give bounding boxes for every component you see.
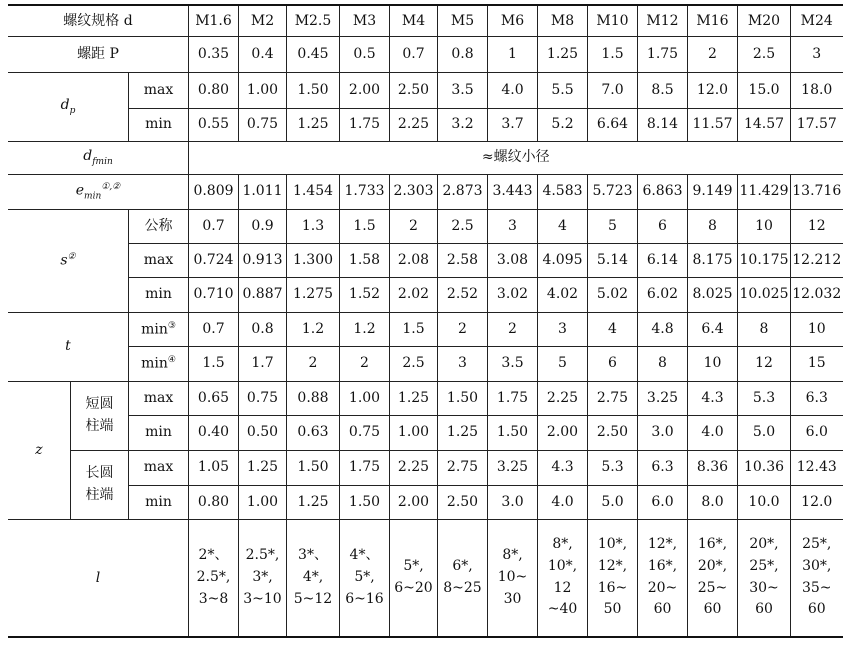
z-short-max-cell: 0.75 bbox=[239, 381, 287, 415]
l-cell bbox=[488, 519, 538, 637]
z-long-min-cell: 1.25 bbox=[287, 485, 340, 519]
s-max-label: max bbox=[129, 243, 189, 277]
pitch-cell: 2 bbox=[688, 36, 738, 72]
dfmin-label-sub: fmin bbox=[92, 156, 113, 167]
t-min1-cell: 2 bbox=[438, 312, 488, 346]
dp-max-cell: 15.0 bbox=[738, 72, 791, 108]
spec-table-container bbox=[8, 4, 843, 638]
z-short-min-cell: 0.63 bbox=[287, 415, 340, 450]
l-line: 5*, bbox=[354, 568, 375, 585]
l-line: 4*, bbox=[302, 568, 324, 585]
z-long-max-cell: 2.75 bbox=[438, 450, 488, 485]
z-long-label-1: 长圆 bbox=[85, 464, 114, 481]
z-short-min-cell: 0.75 bbox=[340, 415, 390, 450]
pitch-cell: 1.5 bbox=[588, 36, 638, 72]
t-min1-cell: 1.5 bbox=[390, 312, 438, 346]
dp-min-cell: 3.2 bbox=[438, 108, 488, 141]
l-line: 4*、 bbox=[349, 547, 380, 564]
l-line: 16*, bbox=[647, 558, 678, 575]
z-short-max-cell: 2.25 bbox=[538, 381, 588, 415]
l-line: 60 bbox=[703, 601, 722, 618]
l-line: 10*, bbox=[597, 536, 628, 553]
z-short-max-cell: 3.25 bbox=[638, 381, 688, 415]
z-short-max-cell: 1.50 bbox=[438, 381, 488, 415]
s-max-cell: 2.58 bbox=[438, 243, 488, 277]
size-cell: M8 bbox=[538, 5, 588, 36]
l-line: ~40 bbox=[547, 601, 578, 618]
size-cell: M20 bbox=[738, 5, 791, 36]
s-min-cell: 12.032 bbox=[791, 277, 843, 312]
z-long-min-cell: 8.0 bbox=[688, 485, 738, 519]
l-line: 35~ bbox=[801, 579, 832, 596]
t-min1-label-main: min bbox=[141, 321, 168, 338]
pitch-cell: 1.25 bbox=[538, 36, 588, 72]
header-label: 螺纹规格 d bbox=[63, 12, 133, 29]
t-min1-cell: 0.7 bbox=[189, 312, 239, 346]
z-short-max-cell: 1.75 bbox=[488, 381, 538, 415]
dp-max-cell: 2.50 bbox=[390, 72, 438, 108]
l-line: 2.5*, bbox=[196, 568, 231, 585]
row-dfmin bbox=[8, 141, 843, 174]
l-line: 30 bbox=[503, 590, 522, 607]
s-max-cell: 3.08 bbox=[488, 243, 538, 277]
row-z-long-max bbox=[8, 450, 843, 485]
z-short-label bbox=[71, 381, 129, 450]
z-short-min-cell: 0.40 bbox=[189, 415, 239, 450]
t-min1-cell: 1.2 bbox=[340, 312, 390, 346]
s-nominal-cell: 10 bbox=[738, 209, 791, 243]
z-short-min-cell: 2.00 bbox=[538, 415, 588, 450]
s-nominal-cell: 8 bbox=[688, 209, 738, 243]
z-long-max-cell: 1.05 bbox=[189, 450, 239, 485]
dp-min-cell: 6.64 bbox=[588, 108, 638, 141]
z-long-min-cell: 6.0 bbox=[638, 485, 688, 519]
z-short-label-1: 短圆 bbox=[85, 395, 114, 412]
size-cell: M16 bbox=[688, 5, 738, 36]
l-line: 3~10 bbox=[243, 590, 282, 607]
row-emin bbox=[8, 174, 843, 209]
row-s-max bbox=[8, 243, 843, 277]
z-long-max-cell: 1.75 bbox=[340, 450, 390, 485]
z-long-max-cell: 1.50 bbox=[287, 450, 340, 485]
t-min2-cell: 2 bbox=[287, 346, 340, 381]
emin-cell: 1.454 bbox=[287, 174, 340, 209]
l-line: 2*、 bbox=[198, 547, 229, 564]
t-min2-cell: 3.5 bbox=[488, 346, 538, 381]
s-min-cell: 0.887 bbox=[239, 277, 287, 312]
l-line: 30*, bbox=[802, 558, 832, 575]
dp-label-main: d bbox=[60, 96, 70, 113]
z-long-min-cell: 5.0 bbox=[588, 485, 638, 519]
size-cell: M1.6 bbox=[189, 5, 239, 36]
size-cell: M24 bbox=[791, 5, 843, 36]
z-long-min-cell: 12.0 bbox=[791, 485, 843, 519]
size-cell: M6 bbox=[488, 5, 538, 36]
l-line: 6~16 bbox=[345, 590, 384, 607]
t-min2-label-sup: ④ bbox=[167, 355, 176, 366]
row-pitch bbox=[8, 36, 843, 72]
s-min-cell: 2.52 bbox=[438, 277, 488, 312]
emin-label-sub: min bbox=[84, 191, 102, 202]
z-long-min-cell: 3.0 bbox=[488, 485, 538, 519]
l-cell bbox=[340, 519, 390, 637]
s-min-cell: 1.52 bbox=[340, 277, 390, 312]
t-min2-label bbox=[129, 346, 189, 381]
t-min1-cell: 6.4 bbox=[688, 312, 738, 346]
t-min2-cell: 2 bbox=[340, 346, 390, 381]
row-s-min bbox=[8, 277, 843, 312]
dp-label bbox=[8, 72, 129, 141]
l-line: 20*, bbox=[697, 558, 728, 575]
s-nominal-cell: 6 bbox=[638, 209, 688, 243]
emin-cell: 0.809 bbox=[189, 174, 239, 209]
l-line: 12*, bbox=[647, 536, 678, 553]
s-min-cell: 3.02 bbox=[488, 277, 538, 312]
size-cell: M12 bbox=[638, 5, 688, 36]
row-t-min1 bbox=[8, 312, 843, 346]
s-label-sup: ② bbox=[67, 252, 76, 263]
l-line: 8*, bbox=[552, 536, 573, 553]
t-min1-label bbox=[129, 312, 189, 346]
s-nominal-cell: 1.3 bbox=[287, 209, 340, 243]
t-min1-label-sup: ③ bbox=[167, 320, 176, 331]
row-dp-max bbox=[8, 72, 843, 108]
z-short-min-cell: 1.00 bbox=[390, 415, 438, 450]
l-cell bbox=[588, 519, 638, 637]
dfmin-label bbox=[8, 141, 189, 174]
z-long-label bbox=[71, 450, 129, 519]
l-line: 10~ bbox=[497, 568, 528, 585]
z-short-min-cell: 4.0 bbox=[688, 415, 738, 450]
pitch-cell: 1.75 bbox=[638, 36, 688, 72]
pitch-cell: 0.45 bbox=[287, 36, 340, 72]
z-long-max-label: max bbox=[129, 450, 189, 485]
z-long-min-label: min bbox=[129, 485, 189, 519]
emin-cell: 13.716 bbox=[791, 174, 843, 209]
l-line: 6~20 bbox=[394, 579, 433, 596]
t-min1-cell: 10 bbox=[791, 312, 843, 346]
table-body bbox=[8, 5, 843, 637]
s-min-cell: 0.710 bbox=[189, 277, 239, 312]
l-line: 20*, bbox=[749, 536, 779, 553]
dp-max-cell: 0.80 bbox=[189, 72, 239, 108]
emin-cell: 2.873 bbox=[438, 174, 488, 209]
s-min-cell: 8.025 bbox=[688, 277, 738, 312]
s-max-cell: 0.913 bbox=[239, 243, 287, 277]
dp-min-label: min bbox=[129, 108, 189, 141]
emin-cell: 11.429 bbox=[738, 174, 791, 209]
dfmin-note: ≈螺纹小径 bbox=[189, 141, 843, 174]
t-min1-cell: 0.8 bbox=[239, 312, 287, 346]
z-short-min-cell: 1.50 bbox=[488, 415, 538, 450]
dp-max-cell: 2.00 bbox=[340, 72, 390, 108]
emin-cell: 1.733 bbox=[340, 174, 390, 209]
dp-min-cell: 17.57 bbox=[791, 108, 843, 141]
l-line: 60 bbox=[653, 601, 672, 618]
t-min2-label-main: min bbox=[141, 355, 168, 372]
z-short-max-cell: 1.00 bbox=[340, 381, 390, 415]
emin-cell: 3.443 bbox=[488, 174, 538, 209]
pitch-cell: 1 bbox=[488, 36, 538, 72]
dfmin-label-main: d bbox=[83, 147, 93, 164]
l-cell bbox=[791, 519, 843, 637]
t-min2-cell: 1.5 bbox=[189, 346, 239, 381]
s-min-label: min bbox=[129, 277, 189, 312]
s-nominal-cell: 0.7 bbox=[189, 209, 239, 243]
z-short-label-2: 柱端 bbox=[85, 417, 114, 434]
emin-label-main: e bbox=[75, 182, 85, 199]
size-cell: M3 bbox=[340, 5, 390, 36]
l-line: 12 bbox=[553, 579, 572, 596]
z-long-max-cell: 3.25 bbox=[488, 450, 538, 485]
s-max-cell: 12.212 bbox=[791, 243, 843, 277]
z-short-max-cell: 6.3 bbox=[791, 381, 843, 415]
dp-max-cell: 8.5 bbox=[638, 72, 688, 108]
s-nominal-cell: 4 bbox=[538, 209, 588, 243]
s-nominal-cell: 5 bbox=[588, 209, 638, 243]
pitch-cell: 0.35 bbox=[189, 36, 239, 72]
z-short-max-cell: 0.88 bbox=[287, 381, 340, 415]
t-min2-cell: 1.7 bbox=[239, 346, 287, 381]
dp-max-cell: 12.0 bbox=[688, 72, 738, 108]
l-line: 20~ bbox=[647, 579, 678, 596]
l-line: 3*、 bbox=[298, 547, 328, 564]
z-short-min-label: min bbox=[129, 415, 189, 450]
size-cell: M5 bbox=[438, 5, 488, 36]
t-min1-cell: 4 bbox=[588, 312, 638, 346]
row-t-min2 bbox=[8, 346, 843, 381]
dp-min-cell: 1.75 bbox=[340, 108, 390, 141]
l-line: 16*, bbox=[697, 536, 728, 553]
t-min1-cell: 2 bbox=[488, 312, 538, 346]
l-line: 60 bbox=[807, 601, 826, 618]
l-line: 25~ bbox=[697, 579, 728, 596]
s-max-cell: 6.14 bbox=[638, 243, 688, 277]
screw-spec-table bbox=[8, 4, 843, 638]
dp-max-cell: 1.50 bbox=[287, 72, 340, 108]
pitch-label: 螺距 P bbox=[8, 36, 189, 72]
pitch-cell: 2.5 bbox=[738, 36, 791, 72]
s-min-cell: 1.275 bbox=[287, 277, 340, 312]
row-z-short-max bbox=[8, 381, 843, 415]
emin-label-sup: ①,② bbox=[101, 181, 121, 192]
s-min-cell: 5.02 bbox=[588, 277, 638, 312]
z-long-max-cell: 8.36 bbox=[688, 450, 738, 485]
z-long-min-cell: 2.50 bbox=[438, 485, 488, 519]
l-line: 10*, bbox=[547, 558, 578, 575]
l-line: 50 bbox=[603, 601, 622, 618]
z-long-min-cell: 4.0 bbox=[538, 485, 588, 519]
emin-cell: 2.303 bbox=[390, 174, 438, 209]
l-cell bbox=[390, 519, 438, 637]
z-short-max-cell: 2.75 bbox=[588, 381, 638, 415]
l-cell bbox=[189, 519, 239, 637]
z-short-max-cell: 1.25 bbox=[390, 381, 438, 415]
t-min2-cell: 12 bbox=[738, 346, 791, 381]
z-long-min-cell: 0.80 bbox=[189, 485, 239, 519]
l-cell bbox=[239, 519, 287, 637]
z-label: z bbox=[8, 381, 71, 519]
z-long-label-2: 柱端 bbox=[85, 486, 114, 503]
dp-min-cell: 8.14 bbox=[638, 108, 688, 141]
l-line: 3~8 bbox=[198, 590, 229, 607]
dp-min-cell: 2.25 bbox=[390, 108, 438, 141]
t-min1-cell: 3 bbox=[538, 312, 588, 346]
l-cell bbox=[538, 519, 588, 637]
t-min1-cell: 1.2 bbox=[287, 312, 340, 346]
z-long-min-cell: 1.50 bbox=[340, 485, 390, 519]
l-cell bbox=[688, 519, 738, 637]
pitch-cell: 0.4 bbox=[239, 36, 287, 72]
emin-cell: 9.149 bbox=[688, 174, 738, 209]
dp-max-cell: 3.5 bbox=[438, 72, 488, 108]
s-max-cell: 5.14 bbox=[588, 243, 638, 277]
dp-min-cell: 0.75 bbox=[239, 108, 287, 141]
z-long-max-cell: 1.25 bbox=[239, 450, 287, 485]
l-cell bbox=[638, 519, 688, 637]
l-line: 12*, bbox=[597, 558, 628, 575]
z-short-min-cell: 0.50 bbox=[239, 415, 287, 450]
l-line: 5*, bbox=[403, 558, 424, 575]
t-min1-cell: 4.8 bbox=[638, 312, 688, 346]
emin-cell: 5.723 bbox=[588, 174, 638, 209]
dp-max-cell: 5.5 bbox=[538, 72, 588, 108]
l-line: 25*, bbox=[802, 536, 832, 553]
z-long-min-cell: 2.00 bbox=[390, 485, 438, 519]
z-short-min-cell: 5.0 bbox=[738, 415, 791, 450]
z-long-max-cell: 6.3 bbox=[638, 450, 688, 485]
s-min-cell: 6.02 bbox=[638, 277, 688, 312]
pitch-cell: 3 bbox=[791, 36, 843, 72]
l-line: 5~12 bbox=[293, 590, 333, 607]
z-long-min-cell: 1.00 bbox=[239, 485, 287, 519]
row-dp-min bbox=[8, 108, 843, 141]
emin-cell: 4.583 bbox=[538, 174, 588, 209]
emin-cell: 1.011 bbox=[239, 174, 287, 209]
t-min2-cell: 15 bbox=[791, 346, 843, 381]
l-line: 8~25 bbox=[443, 579, 482, 596]
s-max-cell: 1.300 bbox=[287, 243, 340, 277]
dp-max-label: max bbox=[129, 72, 189, 108]
l-line: 25*, bbox=[749, 558, 779, 575]
size-cell: M2.5 bbox=[287, 5, 340, 36]
l-cell bbox=[287, 519, 340, 637]
s-max-cell: 8.175 bbox=[688, 243, 738, 277]
size-cell: M10 bbox=[588, 5, 638, 36]
row-s-nominal bbox=[8, 209, 843, 243]
s-nominal-cell: 2 bbox=[390, 209, 438, 243]
l-line: 30~ bbox=[749, 579, 779, 596]
z-short-min-cell: 1.25 bbox=[438, 415, 488, 450]
s-nominal-cell: 1.5 bbox=[340, 209, 390, 243]
z-short-min-cell: 2.50 bbox=[588, 415, 638, 450]
s-nominal-cell: 3 bbox=[488, 209, 538, 243]
row-z-short-min bbox=[8, 415, 843, 450]
pitch-cell: 0.8 bbox=[438, 36, 488, 72]
l-line: 3*, bbox=[252, 568, 273, 585]
l-line: 8*, bbox=[502, 547, 523, 564]
pitch-cell: 0.7 bbox=[390, 36, 438, 72]
s-min-cell: 2.02 bbox=[390, 277, 438, 312]
z-long-max-cell: 12.43 bbox=[791, 450, 843, 485]
s-max-cell: 10.175 bbox=[738, 243, 791, 277]
t-min2-cell: 2.5 bbox=[390, 346, 438, 381]
size-cell: M4 bbox=[390, 5, 438, 36]
s-nominal-cell: 12 bbox=[791, 209, 843, 243]
emin-cell: 6.863 bbox=[638, 174, 688, 209]
row-l bbox=[8, 519, 843, 637]
emin-label bbox=[8, 174, 189, 209]
s-max-cell: 0.724 bbox=[189, 243, 239, 277]
z-short-max-cell: 0.65 bbox=[189, 381, 239, 415]
s-label-main: s bbox=[60, 252, 68, 269]
s-max-cell: 1.58 bbox=[340, 243, 390, 277]
l-cell bbox=[438, 519, 488, 637]
l-label: l bbox=[8, 519, 189, 637]
header-label-cell bbox=[8, 5, 189, 36]
s-max-cell: 2.08 bbox=[390, 243, 438, 277]
row-size bbox=[8, 5, 843, 36]
s-label bbox=[8, 209, 129, 312]
s-nominal-cell: 2.5 bbox=[438, 209, 488, 243]
t-min1-cell: 8 bbox=[738, 312, 791, 346]
l-cell bbox=[738, 519, 791, 637]
z-short-min-cell: 6.0 bbox=[791, 415, 843, 450]
t-min2-cell: 6 bbox=[588, 346, 638, 381]
t-label: t bbox=[8, 312, 129, 381]
z-long-max-cell: 5.3 bbox=[588, 450, 638, 485]
dp-max-cell: 7.0 bbox=[588, 72, 638, 108]
pitch-cell: 0.5 bbox=[340, 36, 390, 72]
dp-label-sub: p bbox=[69, 105, 76, 116]
z-long-max-cell: 2.25 bbox=[390, 450, 438, 485]
dp-max-cell: 18.0 bbox=[791, 72, 843, 108]
s-max-cell: 4.095 bbox=[538, 243, 588, 277]
l-line: 2.5*, bbox=[245, 547, 280, 564]
z-short-max-cell: 5.3 bbox=[738, 381, 791, 415]
s-min-cell: 4.02 bbox=[538, 277, 588, 312]
s-min-cell: 10.025 bbox=[738, 277, 791, 312]
dp-max-cell: 4.0 bbox=[488, 72, 538, 108]
l-line: 6*, bbox=[452, 558, 473, 575]
dp-min-cell: 11.57 bbox=[688, 108, 738, 141]
z-short-max-label: max bbox=[129, 381, 189, 415]
l-line: 16~ bbox=[597, 579, 628, 596]
t-min2-cell: 3 bbox=[438, 346, 488, 381]
t-min2-cell: 5 bbox=[538, 346, 588, 381]
z-short-min-cell: 3.0 bbox=[638, 415, 688, 450]
z-long-min-cell: 10.0 bbox=[738, 485, 791, 519]
dp-min-cell: 3.7 bbox=[488, 108, 538, 141]
dp-min-cell: 1.25 bbox=[287, 108, 340, 141]
z-short-max-cell: 4.3 bbox=[688, 381, 738, 415]
z-long-max-cell: 4.3 bbox=[538, 450, 588, 485]
dp-max-cell: 1.00 bbox=[239, 72, 287, 108]
l-line: 60 bbox=[755, 601, 773, 618]
z-long-max-cell: 10.36 bbox=[738, 450, 791, 485]
s-nominal-cell: 0.9 bbox=[239, 209, 287, 243]
dp-min-cell: 0.55 bbox=[189, 108, 239, 141]
t-min2-cell: 8 bbox=[638, 346, 688, 381]
t-min2-cell: 10 bbox=[688, 346, 738, 381]
size-cell: M2 bbox=[239, 5, 287, 36]
dp-min-cell: 14.57 bbox=[738, 108, 791, 141]
row-z-long-min bbox=[8, 485, 843, 519]
s-nominal-label: 公称 bbox=[129, 209, 189, 243]
dp-min-cell: 5.2 bbox=[538, 108, 588, 141]
